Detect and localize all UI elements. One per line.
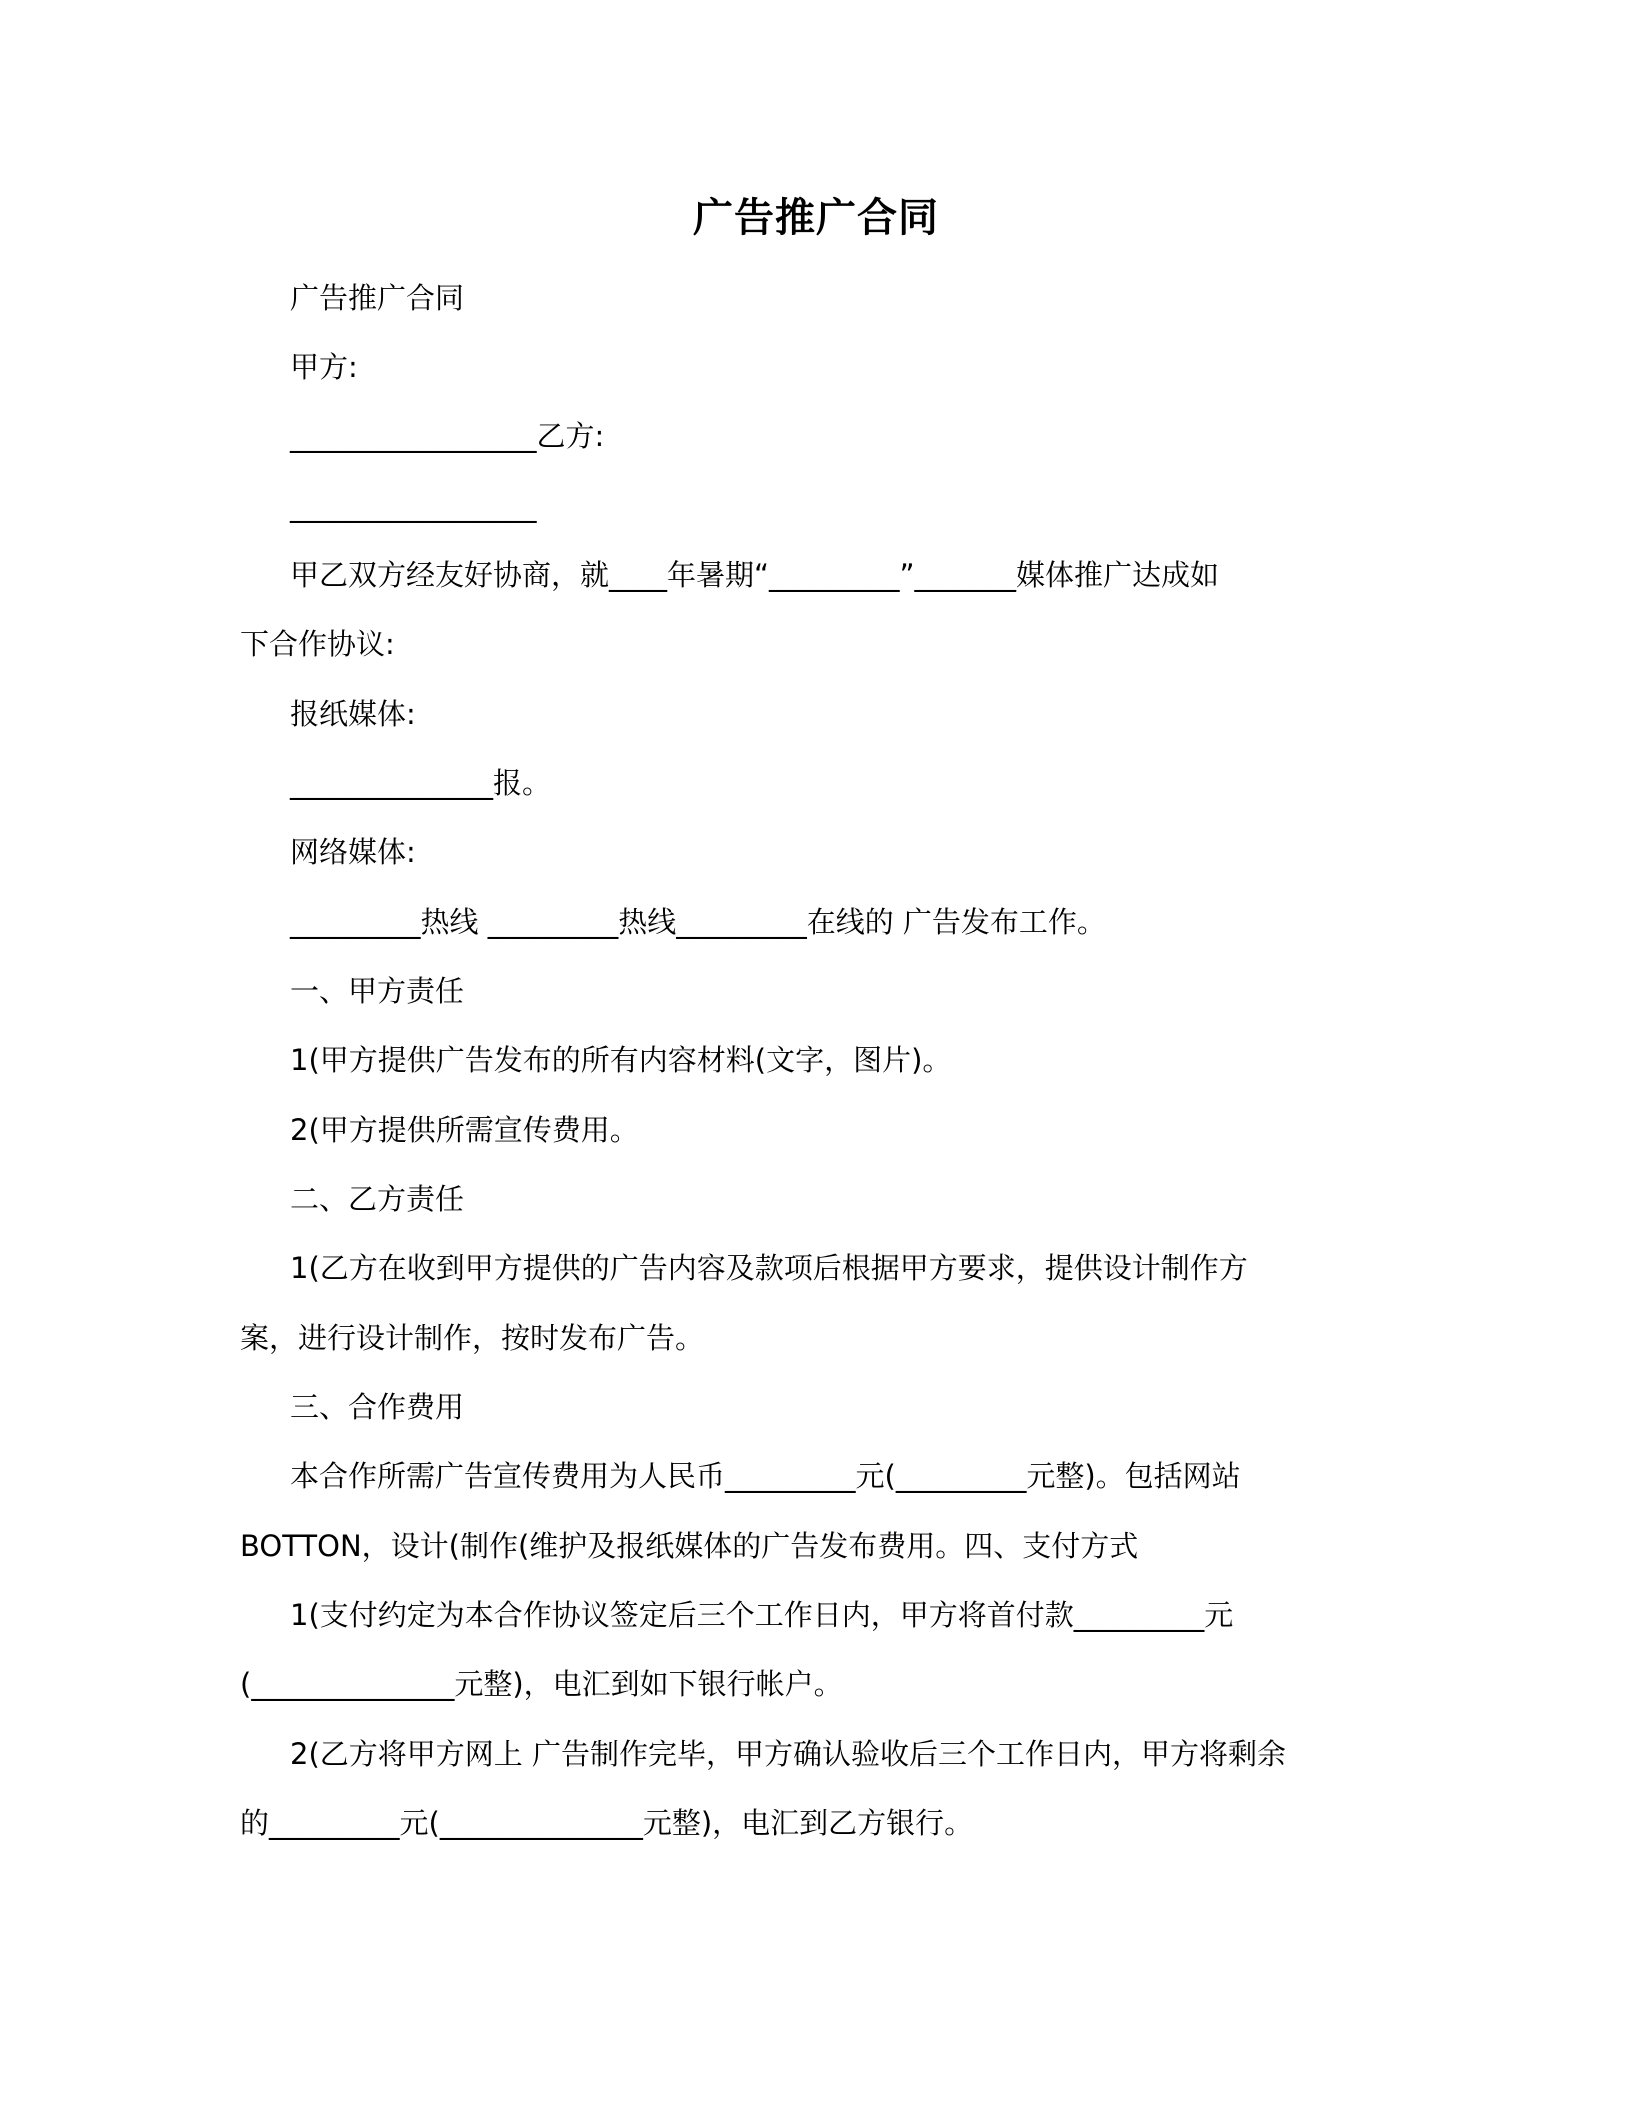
paragraph-line: 2(乙方将甲方网上 广告制作完毕，甲方确认验收后三个工作日内，甲方将剩余 bbox=[290, 1737, 1286, 1771]
paragraph-line: 下合作协议: bbox=[240, 627, 395, 661]
paragraph-line: 2(甲方提供所需宣传费用。 bbox=[290, 1113, 639, 1147]
paragraph-line: 网络媒体: bbox=[290, 835, 416, 869]
paragraph-line: 甲乙双方经友好协商，就____年暑期“_________”_______媒体推广达成如 bbox=[290, 558, 1220, 592]
paragraph-line: _________________ bbox=[290, 489, 537, 523]
paragraph-line: ______________报。 bbox=[290, 766, 552, 800]
paragraph-line: 案，进行设计制作，按时发布广告。 bbox=[240, 1321, 705, 1355]
paragraph-line: 1(支付约定为本合作协议签定后三个工作日内，甲方将首付款_________元 bbox=[290, 1598, 1234, 1632]
paragraph-line: 报纸媒体: bbox=[290, 697, 416, 731]
section-heading: 一、甲方责任 bbox=[290, 974, 465, 1008]
paragraph-line: 广告推广合同 bbox=[290, 281, 465, 315]
section-heading: 三、合作费用 bbox=[290, 1390, 465, 1424]
paragraph-line: 甲方: bbox=[290, 350, 358, 384]
paragraph-line: 本合作所需广告宣传费用为人民币_________元(_________元整)。包括网站 bbox=[290, 1459, 1241, 1493]
paragraph-line: 1(甲方提供广告发布的所有内容材料(文字，图片)。 bbox=[290, 1043, 952, 1077]
document-title: 广告推广合同 bbox=[693, 195, 939, 241]
paragraph-line: _________热线 _________热线_________在线的 广告发布工作。 bbox=[290, 905, 1106, 939]
paragraph-line: _________________乙方: bbox=[290, 419, 605, 453]
paragraph-line: BOTTON，设计(制作(维护及报纸媒体的广告发布费用。四、支付方式 bbox=[240, 1529, 1139, 1563]
paragraph-line: 1(乙方在收到甲方提供的广告内容及款项后根据甲方要求，提供设计制作方 bbox=[290, 1251, 1248, 1285]
paragraph-line: (______________元整)，电汇到如下银行帐户。 bbox=[240, 1667, 843, 1701]
section-heading: 二、乙方责任 bbox=[290, 1182, 465, 1216]
paragraph-line: 的_________元(______________元整)，电汇到乙方银行。 bbox=[240, 1806, 974, 1840]
